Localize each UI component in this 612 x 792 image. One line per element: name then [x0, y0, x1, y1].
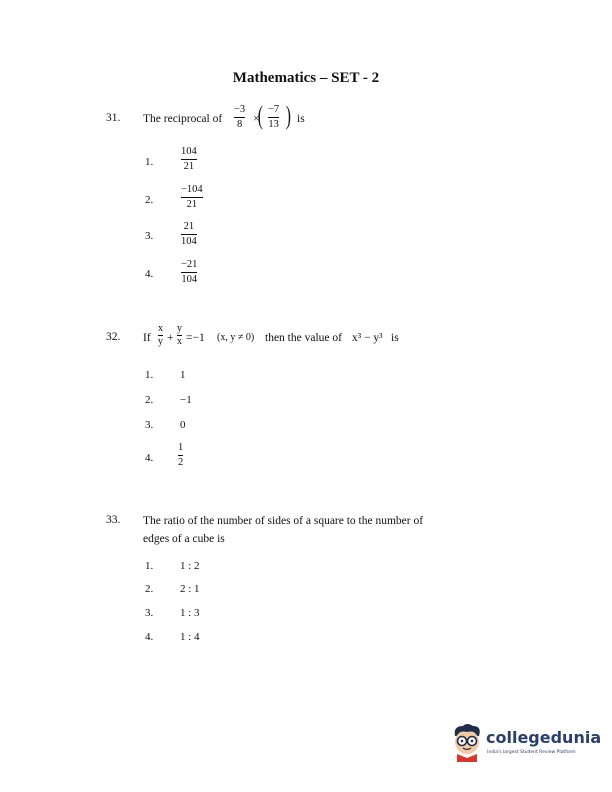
option-1-value: 1 — [180, 369, 186, 381]
question-number: 33. — [106, 514, 121, 526]
question-text: The reciprocal of — [143, 113, 223, 125]
option-4-fraction — [178, 442, 183, 469]
denominator: x — [177, 336, 182, 347]
option-number: 3. — [145, 419, 154, 431]
denominator: y — [158, 336, 163, 347]
numerator: x — [158, 323, 163, 334]
numerator: −104 — [181, 184, 203, 195]
denominator: 21 — [186, 199, 198, 210]
denominator: 104 — [181, 274, 198, 285]
numerator: −3 — [234, 104, 246, 115]
option-number: 4. — [145, 452, 154, 464]
option-3-fraction — [181, 221, 197, 248]
question-number: 32. — [106, 331, 121, 343]
numerator: −7 — [268, 104, 280, 115]
question-text-line-2: edges of a cube is — [143, 533, 225, 545]
option-number: 4. — [145, 268, 154, 280]
option-number: 1. — [145, 369, 154, 381]
question-suffix: is — [297, 113, 305, 125]
plus-sign: + — [167, 332, 174, 344]
condition: (x, y ≠ 0) — [217, 332, 255, 343]
equals-value: =−1 — [186, 332, 205, 344]
denominator: 13 — [268, 119, 279, 130]
mascot-icon — [449, 722, 485, 762]
numerator: −21 — [181, 259, 198, 270]
option-4-value: 1 : 4 — [180, 631, 200, 643]
option-number: 2. — [145, 194, 154, 206]
option-3-value: 1 : 3 — [180, 607, 200, 619]
option-number: 4. — [145, 631, 154, 643]
fraction-2 — [268, 104, 279, 131]
numerator: y — [177, 323, 182, 334]
numerator: 21 — [183, 221, 195, 232]
question-prefix: If — [143, 332, 151, 344]
question-suffix: is — [391, 332, 399, 344]
option-number: 2. — [145, 394, 154, 406]
option-2-fraction — [181, 184, 203, 211]
page-title: Mathematics – SET - 2 — [232, 70, 380, 86]
denominator: 104 — [181, 236, 197, 247]
option-number: 3. — [145, 230, 154, 242]
option-1-value: 1 : 2 — [180, 560, 200, 572]
option-4-fraction — [181, 259, 197, 286]
close-paren: ) — [285, 101, 291, 130]
question-text-line-1: The ratio of the number of sides of a square to the number of — [143, 515, 424, 527]
option-number: 1. — [145, 156, 154, 168]
denominator: 21 — [183, 161, 195, 172]
option-number: 1. — [145, 560, 154, 572]
open-paren: ( — [257, 101, 263, 130]
logo-name: collegedunia — [486, 728, 602, 747]
question-number: 31. — [106, 112, 121, 124]
option-1-fraction — [181, 146, 197, 173]
option-number: 2. — [145, 583, 154, 595]
option-2-value: −1 — [180, 394, 192, 406]
option-2-value: 2 : 1 — [180, 583, 200, 595]
option-number: 3. — [145, 607, 154, 619]
logo-tagline: India's largest Student Review Platform — [487, 750, 576, 755]
fraction-x-over-y — [158, 324, 163, 347]
question-text: then the value of — [265, 332, 342, 344]
option-3-value: 0 — [180, 419, 186, 431]
collegedunia-logo — [449, 720, 602, 770]
fraction-y-over-x — [177, 324, 182, 347]
fraction-1 — [234, 104, 245, 131]
numerator: 1 — [178, 442, 184, 453]
denominator: 8 — [236, 119, 243, 130]
denominator: 2 — [178, 457, 184, 468]
expression: x³ − y³ — [352, 332, 383, 344]
times-sign: × — [253, 113, 260, 125]
numerator: 104 — [181, 146, 197, 157]
